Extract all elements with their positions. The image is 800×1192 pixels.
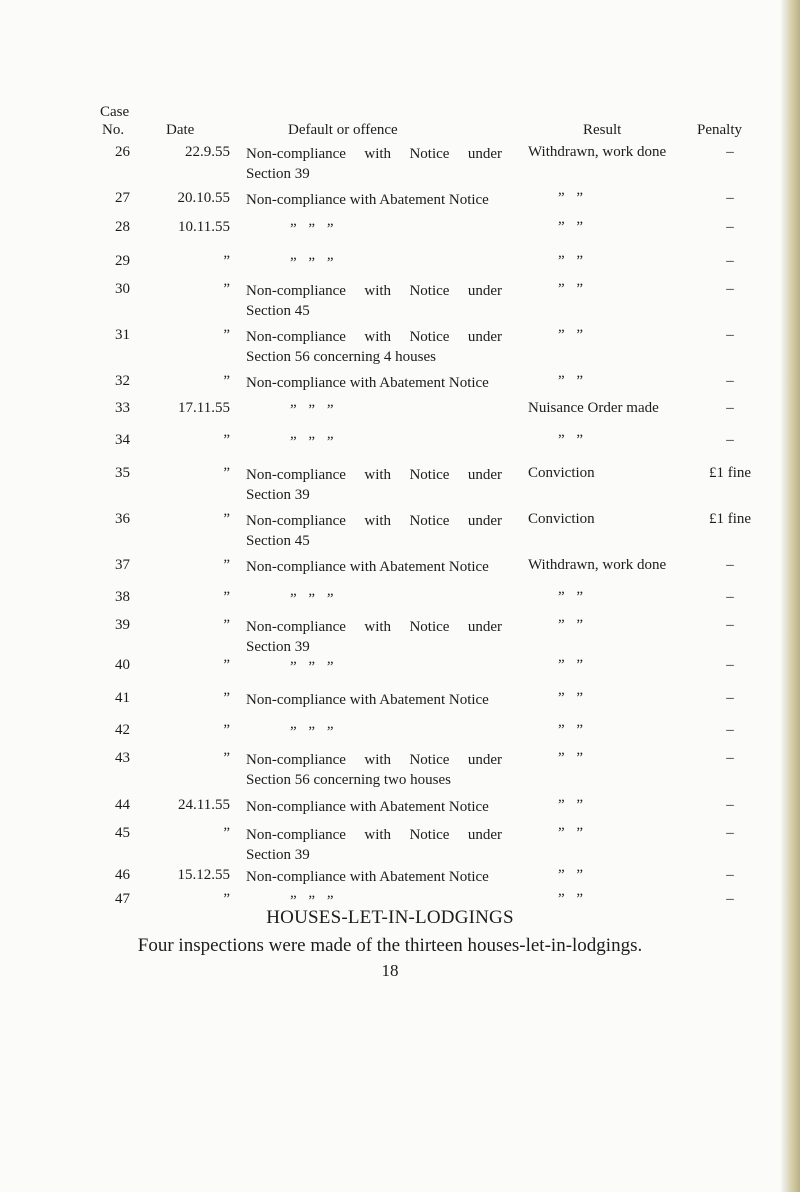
result: ” ” <box>558 657 588 673</box>
case-date: ” <box>223 825 230 841</box>
section-text: Four inspections were made of the thirteen houses-let-in-lodgings. <box>137 935 643 956</box>
default-line: Non-compliance with Notice under <box>246 619 502 635</box>
table-row <box>0 750 780 790</box>
page-number: 18 <box>381 961 399 980</box>
default-or-offence <box>246 219 502 239</box>
default-or-offence <box>246 589 502 609</box>
case-date: ” <box>223 750 230 766</box>
default-line: Non-compliance with Notice under <box>246 146 502 162</box>
penalty: £1 fine <box>708 465 752 481</box>
header-no: No. <box>102 122 125 138</box>
default-line: ” ” ” <box>290 434 338 450</box>
case-date: ” <box>223 690 230 706</box>
header-case: Case <box>100 104 130 120</box>
case-date: 17.11.55 <box>178 400 230 416</box>
section-title: HOUSES-LET-IN-LODGINGS <box>266 907 514 928</box>
header-result: Result <box>583 122 622 138</box>
result: ” ” <box>558 589 588 605</box>
case-date: ” <box>223 465 230 481</box>
result: ” ” <box>558 891 588 907</box>
penalty: – <box>726 144 734 160</box>
result: ” ” <box>558 867 588 883</box>
default-line: ” ” ” <box>290 221 338 237</box>
default-line: Section 56 concerning 4 houses <box>246 349 436 365</box>
case-number: 34 <box>115 432 130 448</box>
default-or-offence <box>246 825 502 865</box>
result: Conviction <box>528 465 595 481</box>
case-number: 37 <box>115 557 130 573</box>
result: ” ” <box>558 690 588 706</box>
default-or-offence <box>246 281 502 321</box>
result: ” ” <box>558 750 588 766</box>
penalty: – <box>726 190 734 206</box>
case-date: ” <box>223 432 230 448</box>
case-number: 32 <box>115 373 130 389</box>
table-row <box>0 327 780 367</box>
default-or-offence <box>246 373 502 393</box>
default-line: Non-compliance with Abatement Notice <box>246 192 489 208</box>
case-date: ” <box>223 327 230 343</box>
default-line: Section 45 <box>246 303 310 319</box>
default-or-offence <box>246 432 502 452</box>
default-line: Non-compliance with Notice under <box>246 283 502 299</box>
default-line: ” ” ” <box>290 402 338 418</box>
default-line: Non-compliance with Notice under <box>246 752 502 768</box>
default-line: Section 39 <box>246 639 310 655</box>
penalty: – <box>726 400 734 416</box>
header-penalty: Penalty <box>697 122 742 138</box>
default-line: Non-compliance with Notice under <box>246 827 502 843</box>
case-date: 15.12.55 <box>177 867 230 883</box>
penalty: – <box>726 722 734 738</box>
result: Withdrawn, work done <box>528 144 667 160</box>
default-line: ” ” ” <box>290 724 338 740</box>
default-line: Section 45 <box>246 533 310 549</box>
result: ” ” <box>558 190 588 206</box>
default-line: Section 39 <box>246 166 310 182</box>
case-number: 47 <box>115 891 130 907</box>
case-date: ” <box>223 891 230 907</box>
case-number: 33 <box>115 400 130 416</box>
default-or-offence <box>246 657 502 677</box>
default-line: Section 39 <box>246 847 310 863</box>
case-date: ” <box>223 557 230 573</box>
default-or-offence <box>246 400 502 420</box>
case-number: 42 <box>115 722 130 738</box>
case-date: ” <box>223 722 230 738</box>
table-row <box>0 617 780 657</box>
penalty: – <box>726 797 734 813</box>
default-line: Section 39 <box>246 487 310 503</box>
result: ” ” <box>558 327 588 343</box>
default-line: Non-compliance with Notice under <box>246 329 502 345</box>
default-line: Section 56 concerning two houses <box>246 772 451 788</box>
default-or-offence <box>246 190 502 210</box>
default-or-offence <box>246 750 502 790</box>
case-date: ” <box>223 281 230 297</box>
header-default: Default or offence <box>288 122 398 138</box>
case-number: 46 <box>115 867 130 883</box>
case-number: 27 <box>115 190 130 206</box>
result: ” ” <box>558 373 588 389</box>
result: Nuisance Order made <box>528 400 659 416</box>
default-line: Non-compliance with Abatement Notice <box>246 869 489 885</box>
penalty: – <box>726 327 734 343</box>
default-line: Non-compliance with Abatement Notice <box>246 799 489 815</box>
case-date: ” <box>223 589 230 605</box>
result: ” ” <box>558 722 588 738</box>
case-date: ” <box>223 253 230 269</box>
case-date: ” <box>223 511 230 527</box>
case-number: 38 <box>115 589 130 605</box>
case-number: 45 <box>115 825 130 841</box>
result: ” ” <box>558 825 588 841</box>
case-date: 22.9.55 <box>185 144 230 160</box>
case-number: 28 <box>115 219 130 235</box>
penalty: – <box>726 373 734 389</box>
case-number: 44 <box>115 797 130 813</box>
default-line: ” ” ” <box>290 659 338 675</box>
result: ” ” <box>558 281 588 297</box>
case-number: 31 <box>115 327 130 343</box>
table-row <box>0 511 780 551</box>
penalty: – <box>726 657 734 673</box>
default-line: Non-compliance with Abatement Notice <box>246 559 489 575</box>
case-date: 10.11.55 <box>178 219 230 235</box>
case-number: 26 <box>115 144 130 160</box>
default-line: ” ” ” <box>290 893 338 909</box>
default-or-offence <box>246 144 502 184</box>
default-line: Non-compliance with Notice under <box>246 513 502 529</box>
penalty: – <box>726 690 734 706</box>
default-line: Non-compliance with Abatement Notice <box>246 692 489 708</box>
table-row <box>0 144 780 184</box>
penalty: – <box>726 281 734 297</box>
case-date: 20.10.55 <box>177 190 230 206</box>
table-row <box>0 825 780 865</box>
case-number: 35 <box>115 465 130 481</box>
case-number: 40 <box>115 657 130 673</box>
penalty: – <box>726 750 734 766</box>
default-or-offence <box>246 465 502 505</box>
case-date: ” <box>223 373 230 389</box>
default-line: ” ” ” <box>290 591 338 607</box>
table-row <box>0 465 780 505</box>
result: ” ” <box>558 253 588 269</box>
default-or-offence <box>246 617 502 657</box>
case-number: 39 <box>115 617 130 633</box>
result: Conviction <box>528 511 595 527</box>
header-date: Date <box>166 122 195 138</box>
default-line: ” ” ” <box>290 255 338 271</box>
default-or-offence <box>246 722 502 742</box>
penalty: – <box>726 219 734 235</box>
default-line: Non-compliance with Notice under <box>246 467 502 483</box>
table-row <box>0 281 780 321</box>
penalty: – <box>726 891 734 907</box>
penalty: – <box>726 825 734 841</box>
penalty: – <box>726 557 734 573</box>
penalty: – <box>726 867 734 883</box>
result: ” ” <box>558 617 588 633</box>
case-date: ” <box>223 617 230 633</box>
penalty: £1 fine <box>708 511 752 527</box>
case-date: ” <box>223 657 230 673</box>
page-edge <box>786 0 800 1192</box>
result: ” ” <box>558 797 588 813</box>
default-or-offence <box>246 557 502 577</box>
result: Withdrawn, work done <box>528 557 667 573</box>
result: ” ” <box>558 432 588 448</box>
penalty: – <box>726 617 734 633</box>
default-or-offence <box>246 253 502 273</box>
case-number: 41 <box>115 690 130 706</box>
penalty: – <box>726 432 734 448</box>
case-number: 43 <box>115 750 130 766</box>
default-or-offence <box>246 511 502 551</box>
penalty: – <box>726 253 734 269</box>
default-or-offence <box>246 797 502 817</box>
default-or-offence <box>246 690 502 710</box>
default-line: Non-compliance with Abatement Notice <box>246 375 489 391</box>
penalty: – <box>726 589 734 605</box>
result: ” ” <box>558 219 588 235</box>
default-or-offence <box>246 327 502 367</box>
default-or-offence <box>246 867 502 887</box>
case-number: 30 <box>115 281 130 297</box>
case-number: 29 <box>115 253 130 269</box>
case-number: 36 <box>115 511 130 527</box>
case-date: 24.11.55 <box>178 797 230 813</box>
